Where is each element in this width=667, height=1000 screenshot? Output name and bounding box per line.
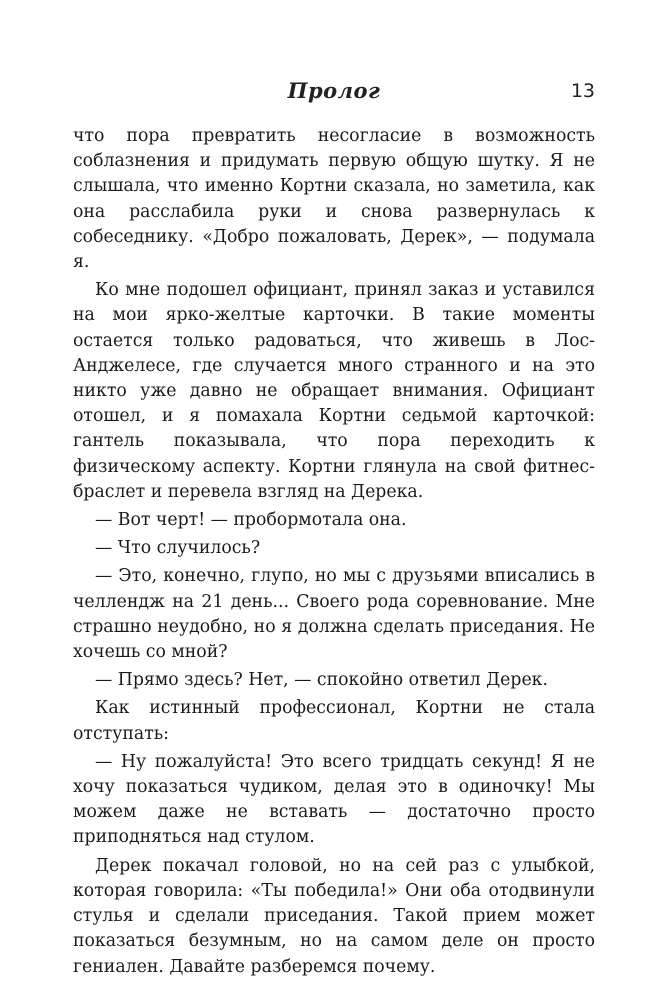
page-number: 13 [570, 80, 595, 102]
paragraph: Ко мне подошел официант, принял заказ и уставился на мои ярко-желтые карточки. В такие моменты остается только радоваться, что живешь в Лос-Анджелесе, где случается много странного и на это никто уже давно не обращает внимания. Официант отошел, и я помахала Кортни седьмой карточкой: гантель показывала, что пора переходить к физическому аспекту. Кортни глянула на свой фитнес-браслет и перевела взгляд на Дерека. [73, 280, 595, 502]
paragraph: что пора превратить несогласие в возможность соблазнения и придумать первую общую шутку. Я не слышала, что именно Кортни сказала, но заметила, как она расслабила руки и снова развернулась к собеседнику. «Добро пожаловать, Дерек», — подумала я. [73, 126, 595, 273]
chapter-title: Пролог [287, 78, 381, 103]
paragraph: Как истинный профессионал, Кортни не стала отступать: [73, 698, 595, 744]
body-text [73, 124, 595, 983]
dialogue-line: — Это, конечно, глупо, но мы с друзьями вписались в челлендж на 21 день... Своего рода соревнование. Мне страшно неудобно, но я должна сделать приседания. Не хочешь со мной? [73, 566, 595, 663]
page-header [73, 78, 595, 108]
dialogue-line: — Что случилось? [95, 538, 261, 559]
dialogue-line: — Ну пожалуйста! Это всего тридцать секунд! Я не хочу показаться чудиком, делая это в одиночку! Мы можем даже не вставать — достаточно просто приподняться над стулом. [73, 751, 595, 848]
paragraph: Дерек покачал головой, но на сей раз с улыбкой, которая говорила: «Ты победила!» Они оба отодвинули стулья и сделали приседания. Такой прием может показаться безумным, но на самом деле он просто гениален. Давайте разберемся почему. [73, 855, 595, 977]
dialogue-line: — Вот черт! — пробормотала она. [95, 510, 407, 531]
dialogue-line: — Прямо здесь? Нет, — спокойно ответил Дерек. [95, 670, 548, 691]
